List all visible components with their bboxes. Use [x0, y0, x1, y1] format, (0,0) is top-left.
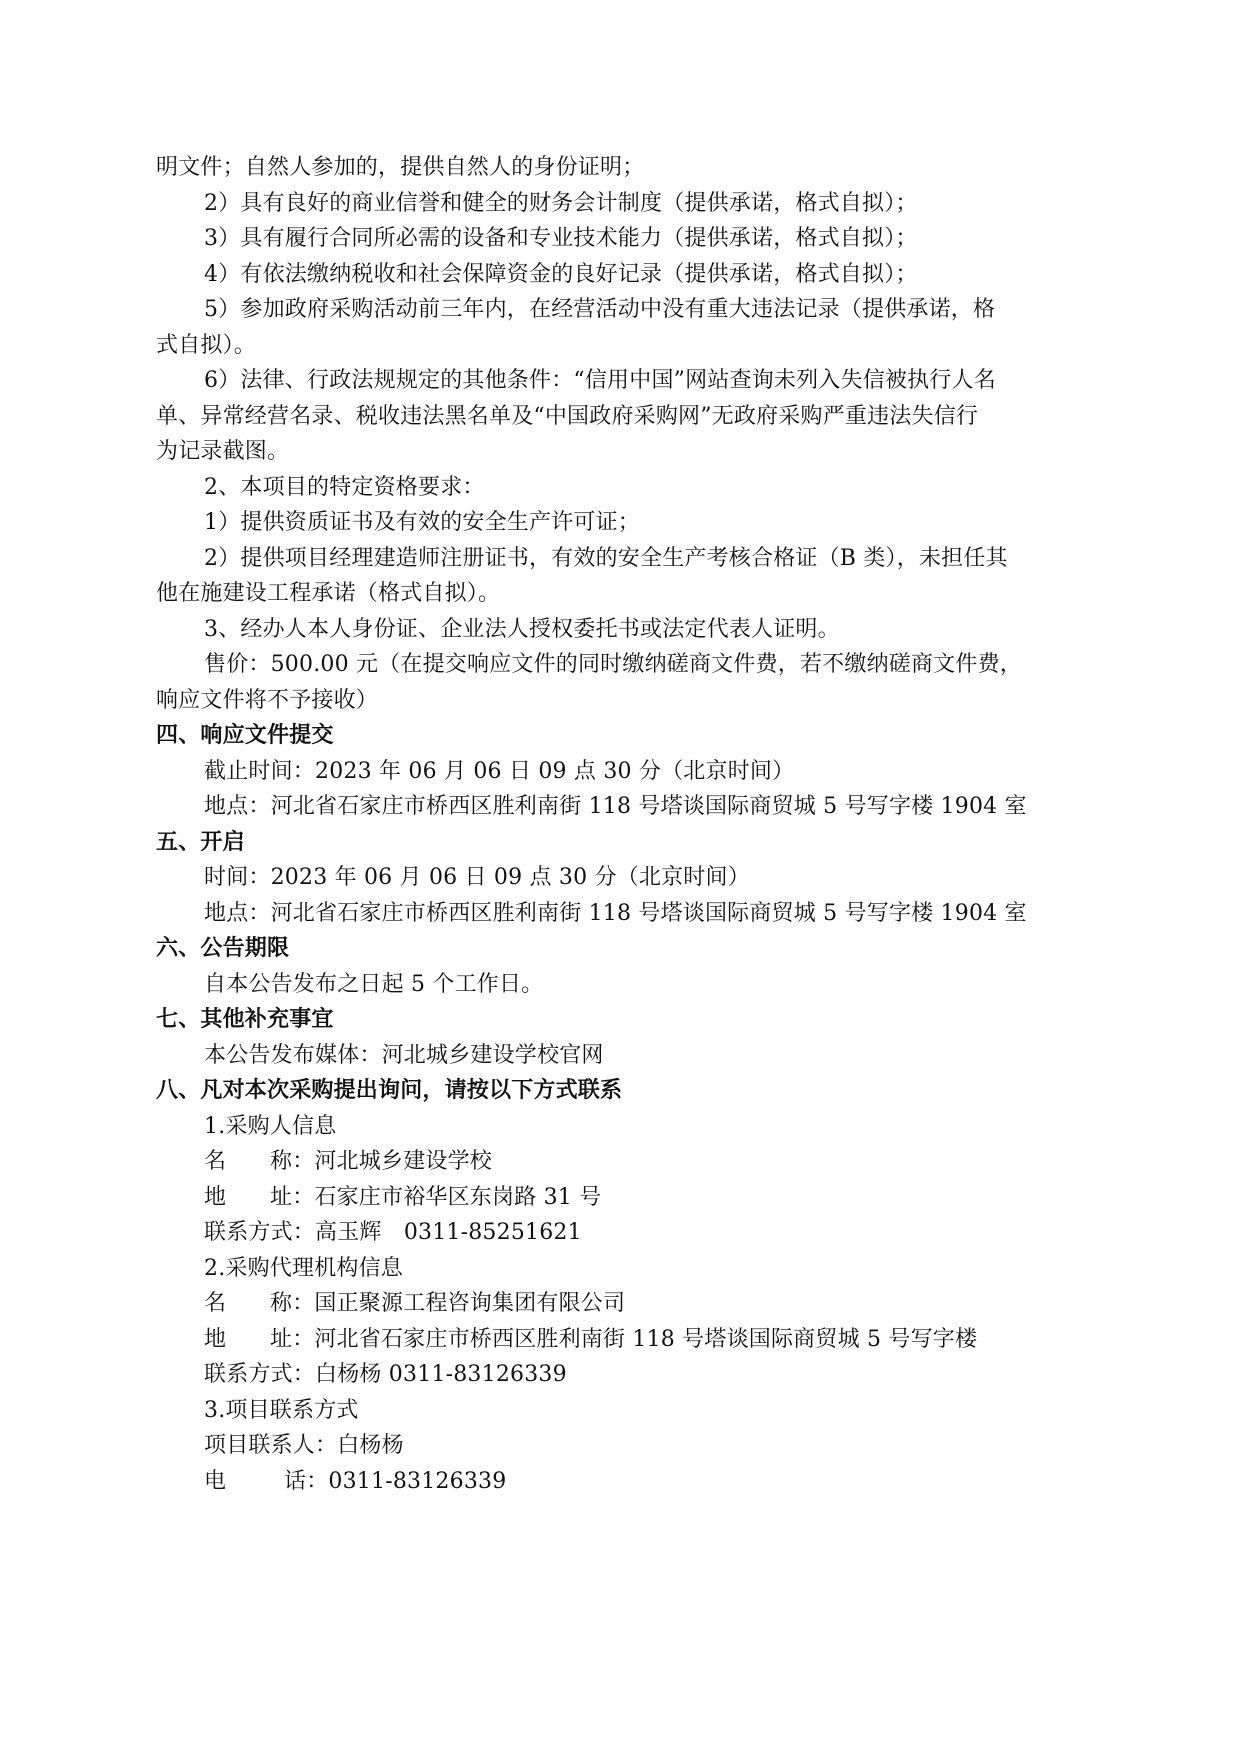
price-line-b: 响应文件将不予接收）: [156, 687, 379, 713]
requirement-6-line-c: 为记录截图。: [156, 439, 290, 464]
section-7-heading: 七、其他补充事宜: [156, 1007, 334, 1032]
purchaser-address: [156, 1180, 1091, 1216]
project-phone-value: 0311-83126339: [328, 1468, 507, 1494]
agency-address-key-1: 地: [204, 1326, 227, 1352]
agency-contact-value: 白杨杨 0311-83126339: [315, 1362, 567, 1387]
special-requirements-title: 2、本项目的特定资格要求：: [204, 474, 485, 500]
agency-address-value: 河北省石家庄市桥西区胜利南街 118 号塔谈国际商贸城 5 号写字楼: [314, 1326, 978, 1352]
agency-name-value: 国正聚源工程咨询集团有限公司: [314, 1291, 626, 1316]
purchaser-name-key-2: 称：: [270, 1149, 315, 1174]
section-5-heading: 五、开启: [156, 829, 245, 855]
purchaser-name-key-1: 名: [204, 1149, 227, 1174]
requirement-5-line-b: 式自拟）。: [156, 332, 257, 358]
agency-name-key-2: 称：: [270, 1291, 315, 1316]
section-6-heading: 六、公告期限: [156, 936, 290, 961]
requirement-2: 2）具有良好的商业信誉和健全的财务会计制度（提供承诺，格式自拟）；: [204, 190, 918, 216]
notice-period: 自本公告发布之日起 5 个工作日。: [204, 971, 544, 997]
project-contact-title: 3.项目联系方式: [204, 1397, 359, 1423]
project-phone-key-1: 电: [204, 1468, 227, 1494]
special-requirement-2-line-a: 2）提供项目经理建造师注册证书，有效的安全生产考核合格证（B 类），未担任其: [204, 545, 1008, 571]
submission-deadline: 截止时间：2023 年 06 月 06 日 09 点 30 分（北京时间）: [204, 758, 795, 784]
project-contact-person-key: 项目联系人：: [204, 1433, 338, 1458]
section-8-heading: 八、凡对本次采购提出询问，请按以下方式联系: [156, 1078, 623, 1103]
purchaser-contact: [156, 1215, 1091, 1251]
submission-location: 地点：河北省石家庄市桥西区胜利南街 118 号塔谈国际商贸城 5 号写字楼 1904 室: [204, 794, 1027, 819]
opening-time: 时间：2023 年 06 月 06 日 09 点 30 分（北京时间）: [204, 865, 750, 890]
agency-address-key-2: 址：: [270, 1326, 315, 1352]
section-4-heading: 四、响应文件提交: [156, 723, 334, 748]
special-requirement-1: 1）提供资质证书及有效的安全生产许可证；: [204, 510, 640, 535]
requirement-6-line-b: 单、异常经营名录、税收违法黑名单及“中国政府采购网”无政府采购严重违法失信行: [156, 403, 979, 429]
purchaser-name-value: 河北城乡建设学校: [314, 1149, 493, 1174]
opening-location: 地点：河北省石家庄市桥西区胜利南街 118 号塔谈国际商贸城 5 号写字楼 1904 室: [204, 900, 1027, 926]
agency-contact: [156, 1357, 1091, 1393]
agency-title: 2.采购代理机构信息: [204, 1255, 403, 1281]
agency-contact-key: 联系方式：: [204, 1362, 316, 1387]
purchaser-address-key-1: 地: [204, 1184, 227, 1210]
requirement-3: 3）具有履行合同所必需的设备和专业技术能力（提供承诺，格式自拟）；: [204, 226, 918, 251]
purchaser-address-key-2: 址：: [270, 1184, 315, 1210]
purchaser-address-value: 石家庄市裕华区东岗路 31 号: [314, 1184, 602, 1210]
project-contact-person-value: 白杨杨: [337, 1433, 404, 1458]
purchaser-title: 1.采购人信息: [204, 1113, 337, 1139]
purchaser-contact-key: 联系方式：: [204, 1220, 316, 1245]
requirement-line-1-cont: 明文件；自然人参加的，提供自然人的身份证明；: [156, 155, 645, 180]
agency-name-key-1: 名: [204, 1291, 227, 1316]
publication-media: 本公告发布媒体：河北城乡建设学校官网: [204, 1042, 604, 1068]
special-requirement-2-line-b: 他在施建设工程承诺（格式自拟）。: [156, 581, 501, 606]
document-page: [156, 150, 1091, 1499]
purchaser-contact-value: 高玉辉 0311-85251621: [315, 1220, 582, 1245]
special-requirement-3: 3、经办人本人身份证、企业法人授权委托书或法定代表人证明。: [204, 616, 840, 642]
project-contact-phone: [156, 1464, 1091, 1500]
requirement-4: 4）有依法缴纳税收和社会保障资金的良好记录（提供承诺，格式自拟）；: [204, 261, 918, 287]
project-phone-key-2: 话：: [284, 1468, 329, 1494]
price-line-a: 售价：500.00 元（在提交响应文件的同时缴纳磋商文件费，若不缴纳磋商文件费，: [204, 652, 1022, 677]
agency-name: [156, 1286, 1091, 1322]
project-contact-person: [156, 1428, 1091, 1464]
agency-address: [156, 1322, 1091, 1358]
requirement-6-line-a: 6）法律、行政法规规定的其他条件：“信用中国”网站查询未列入失信被执行人名: [204, 368, 996, 393]
requirement-5-line-a: 5）参加政府采购活动前三年内，在经营活动中没有重大违法记录（提供承诺，格: [204, 297, 996, 322]
purchaser-name: [156, 1144, 1091, 1180]
